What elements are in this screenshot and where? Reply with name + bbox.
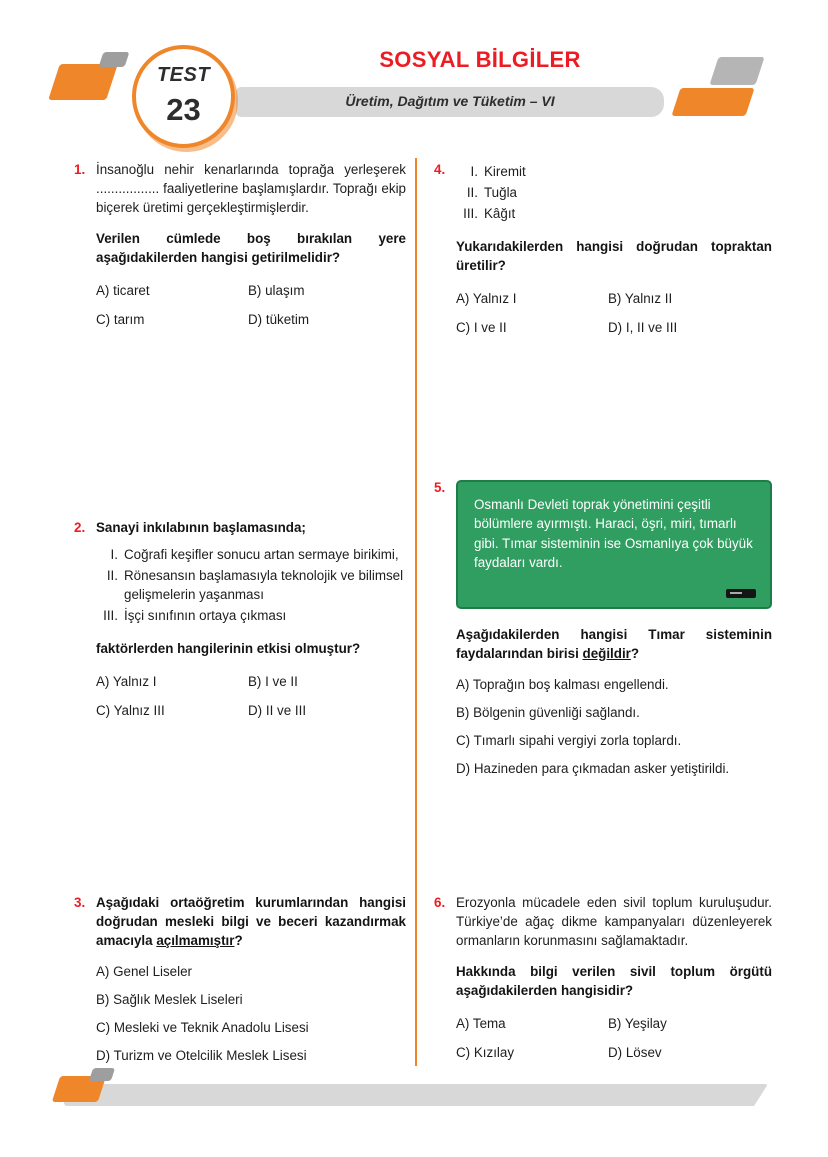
question-number: 4.: [434, 162, 446, 177]
options: [96, 281, 406, 329]
question-4: [434, 160, 772, 337]
question-text: Erozyonla mücadele eden sivil toplum kuruluşudur. Türkiye’de ağaç dikme kampanyaları düzenleyerek ormanların korunmasını sağlamaktadır.: [456, 895, 772, 949]
footer-bar: [64, 1084, 768, 1106]
question-stem: [456, 625, 772, 663]
option-c: C) tarım: [96, 312, 145, 328]
stem-text: Aşağıdakilerden hangisi Tımar sisteminin faydalarından birisi: [456, 626, 772, 661]
question-number: 1.: [74, 162, 86, 177]
options: [456, 675, 772, 778]
roman-text: Kiremit: [484, 164, 526, 179]
question-5: [434, 478, 772, 787]
question-stem-top: Sanayi inkılabının başlamasında;: [96, 520, 306, 535]
question-number: 6.: [434, 895, 446, 910]
question-number: 2.: [74, 520, 86, 535]
question-6: [434, 893, 772, 1062]
option-a: A) ticaret: [96, 283, 150, 299]
option-a: A) Toprağın boş kalması engellendi.: [456, 676, 669, 692]
question-body: [96, 893, 406, 1074]
option-b: B) I ve II: [248, 674, 298, 690]
roman-numeral: III.: [463, 206, 478, 222]
option-b: B) ulaşım: [248, 283, 305, 299]
question-stem: Yukarıdakilerden hangisi doğrudan topraktan üretilir?: [456, 239, 772, 274]
stem-text-end: ?: [234, 933, 243, 949]
column-divider: [415, 158, 417, 1066]
option-b: B) Yeşilay: [608, 1016, 667, 1032]
option-c: C) Mesleki ve Teknik Anadolu Lisesi: [96, 1020, 309, 1036]
roman-item: [456, 183, 772, 202]
question-1: [74, 160, 406, 329]
roman-item: [456, 204, 772, 223]
logo-shape-top-left-gray: [99, 52, 130, 67]
question-stem: [96, 893, 406, 950]
stem-text-end: ?: [630, 645, 640, 661]
logo-shape-top-right-orange: [671, 88, 754, 116]
roman-numeral: I.: [110, 547, 118, 563]
test-number-badge: [132, 45, 235, 148]
question-stem: Verilen cümlede boş bırakılan yere aşağıdakilerden hangisi getirilmelidir?: [96, 231, 406, 266]
chalkboard-text: Osmanlı Devleti toprak yönetimini çeşitli bölümlere ayırmıştı. Haraci, öşri, miri, tımarlı gibi. Tımar sisteminin ise Osmanlıya çok büyük faydaları vardı.: [474, 497, 753, 571]
options: [96, 962, 406, 1065]
option-a: A) Yalnız I: [456, 291, 517, 307]
option-a: A) Yalnız I: [96, 674, 157, 690]
roman-text: Kâğıt: [484, 206, 516, 222]
option-d: D) I, II ve III: [608, 320, 678, 336]
eraser-icon: [726, 589, 756, 598]
roman-list: [96, 545, 406, 625]
option-b: B) Bölgenin güvenliği sağlandı.: [456, 704, 640, 720]
option-d: D) Turizm ve Otelcilik Meslek Lisesi: [96, 1048, 307, 1064]
option-a: A) Tema: [456, 1016, 506, 1032]
logo-shape-top-right-gray: [709, 57, 764, 85]
option-a: A) Genel Liseler: [96, 964, 193, 980]
option-d: D) Hazineden para çıkmadan asker yetiştirildi.: [456, 760, 730, 776]
question-body: [456, 893, 772, 1062]
question-text: İnsanoğlu nehir kenarlarında toprağa yerleşerek ................. faaliyetlerine başlamışlardır. Toprağı ekip biçerek üretimi gerçekleştirmişlerdir.: [96, 162, 406, 216]
roman-item: [96, 545, 406, 564]
option-d: D) II ve III: [248, 703, 307, 719]
question-body: [456, 160, 772, 337]
test-number: 23: [166, 91, 201, 127]
roman-item: [96, 606, 406, 625]
option-c: C) Yalnız III: [96, 703, 165, 719]
question-number: 5.: [434, 480, 446, 495]
question-3: [74, 893, 406, 1074]
roman-text: Rönesansın başlamasıyla teknolojik ve bilimsel gelişmelerin yaşanması: [124, 568, 404, 603]
logo-shape-top-left-orange: [48, 64, 118, 100]
stem-underlined-word: açılmamıştır: [156, 933, 235, 949]
roman-item: [96, 566, 406, 604]
option-c: C) Tımarlı sipahi vergiyi zorla toplardı.: [456, 732, 682, 748]
roman-numeral: I.: [470, 164, 478, 179]
options: [456, 1014, 772, 1062]
roman-text: Coğrafi keşifler sonucu artan sermaye birikimi,: [124, 547, 399, 563]
option-d: D) Lösev: [608, 1045, 662, 1061]
roman-list: [456, 162, 772, 223]
page-title: SOSYAL BİLGİLER: [379, 47, 581, 72]
roman-item: [456, 162, 772, 181]
question-body: [456, 478, 772, 787]
roman-numeral: II.: [106, 568, 118, 584]
unit-subtitle: Üretim, Dağıtım ve Tüketim – VI: [345, 93, 555, 110]
question-stem-bottom: faktörlerden hangilerinin etkisi olmuştur?: [96, 641, 361, 657]
options: [96, 672, 406, 720]
option-b: B) Yalnız II: [608, 291, 673, 307]
option-c: C) I ve II: [456, 320, 507, 336]
options: [456, 289, 772, 337]
roman-numeral: II.: [466, 185, 478, 201]
option-c: C) Kızılay: [456, 1045, 515, 1061]
roman-text: İşçi sınıfının ortaya çıkması: [124, 608, 287, 624]
question-body: [96, 518, 406, 720]
unit-subtitle-bar: [236, 87, 664, 117]
stem-text: Aşağıdaki ortaöğretim kurumlarından hangisi doğrudan mesleki bilgi ve beceri kazandırmak amacıyla: [96, 895, 406, 949]
question-body: [96, 160, 406, 329]
test-label: TEST: [156, 64, 211, 87]
stem-underlined-word: değildir: [582, 645, 631, 661]
question-2: [74, 518, 406, 720]
option-d: D) tüketim: [248, 312, 310, 328]
question-stem: Hakkında bilgi verilen sivil toplum örgütü aşağıdakilerden hangisidir?: [456, 964, 772, 999]
question-number: 3.: [74, 895, 86, 910]
chalkboard-image: [456, 480, 772, 609]
option-b: B) Sağlık Meslek Liseleri: [96, 992, 243, 1008]
roman-numeral: III.: [103, 608, 118, 624]
logo-shape-bottom-left-gray: [89, 1068, 115, 1081]
roman-text: Tuğla: [484, 185, 517, 201]
